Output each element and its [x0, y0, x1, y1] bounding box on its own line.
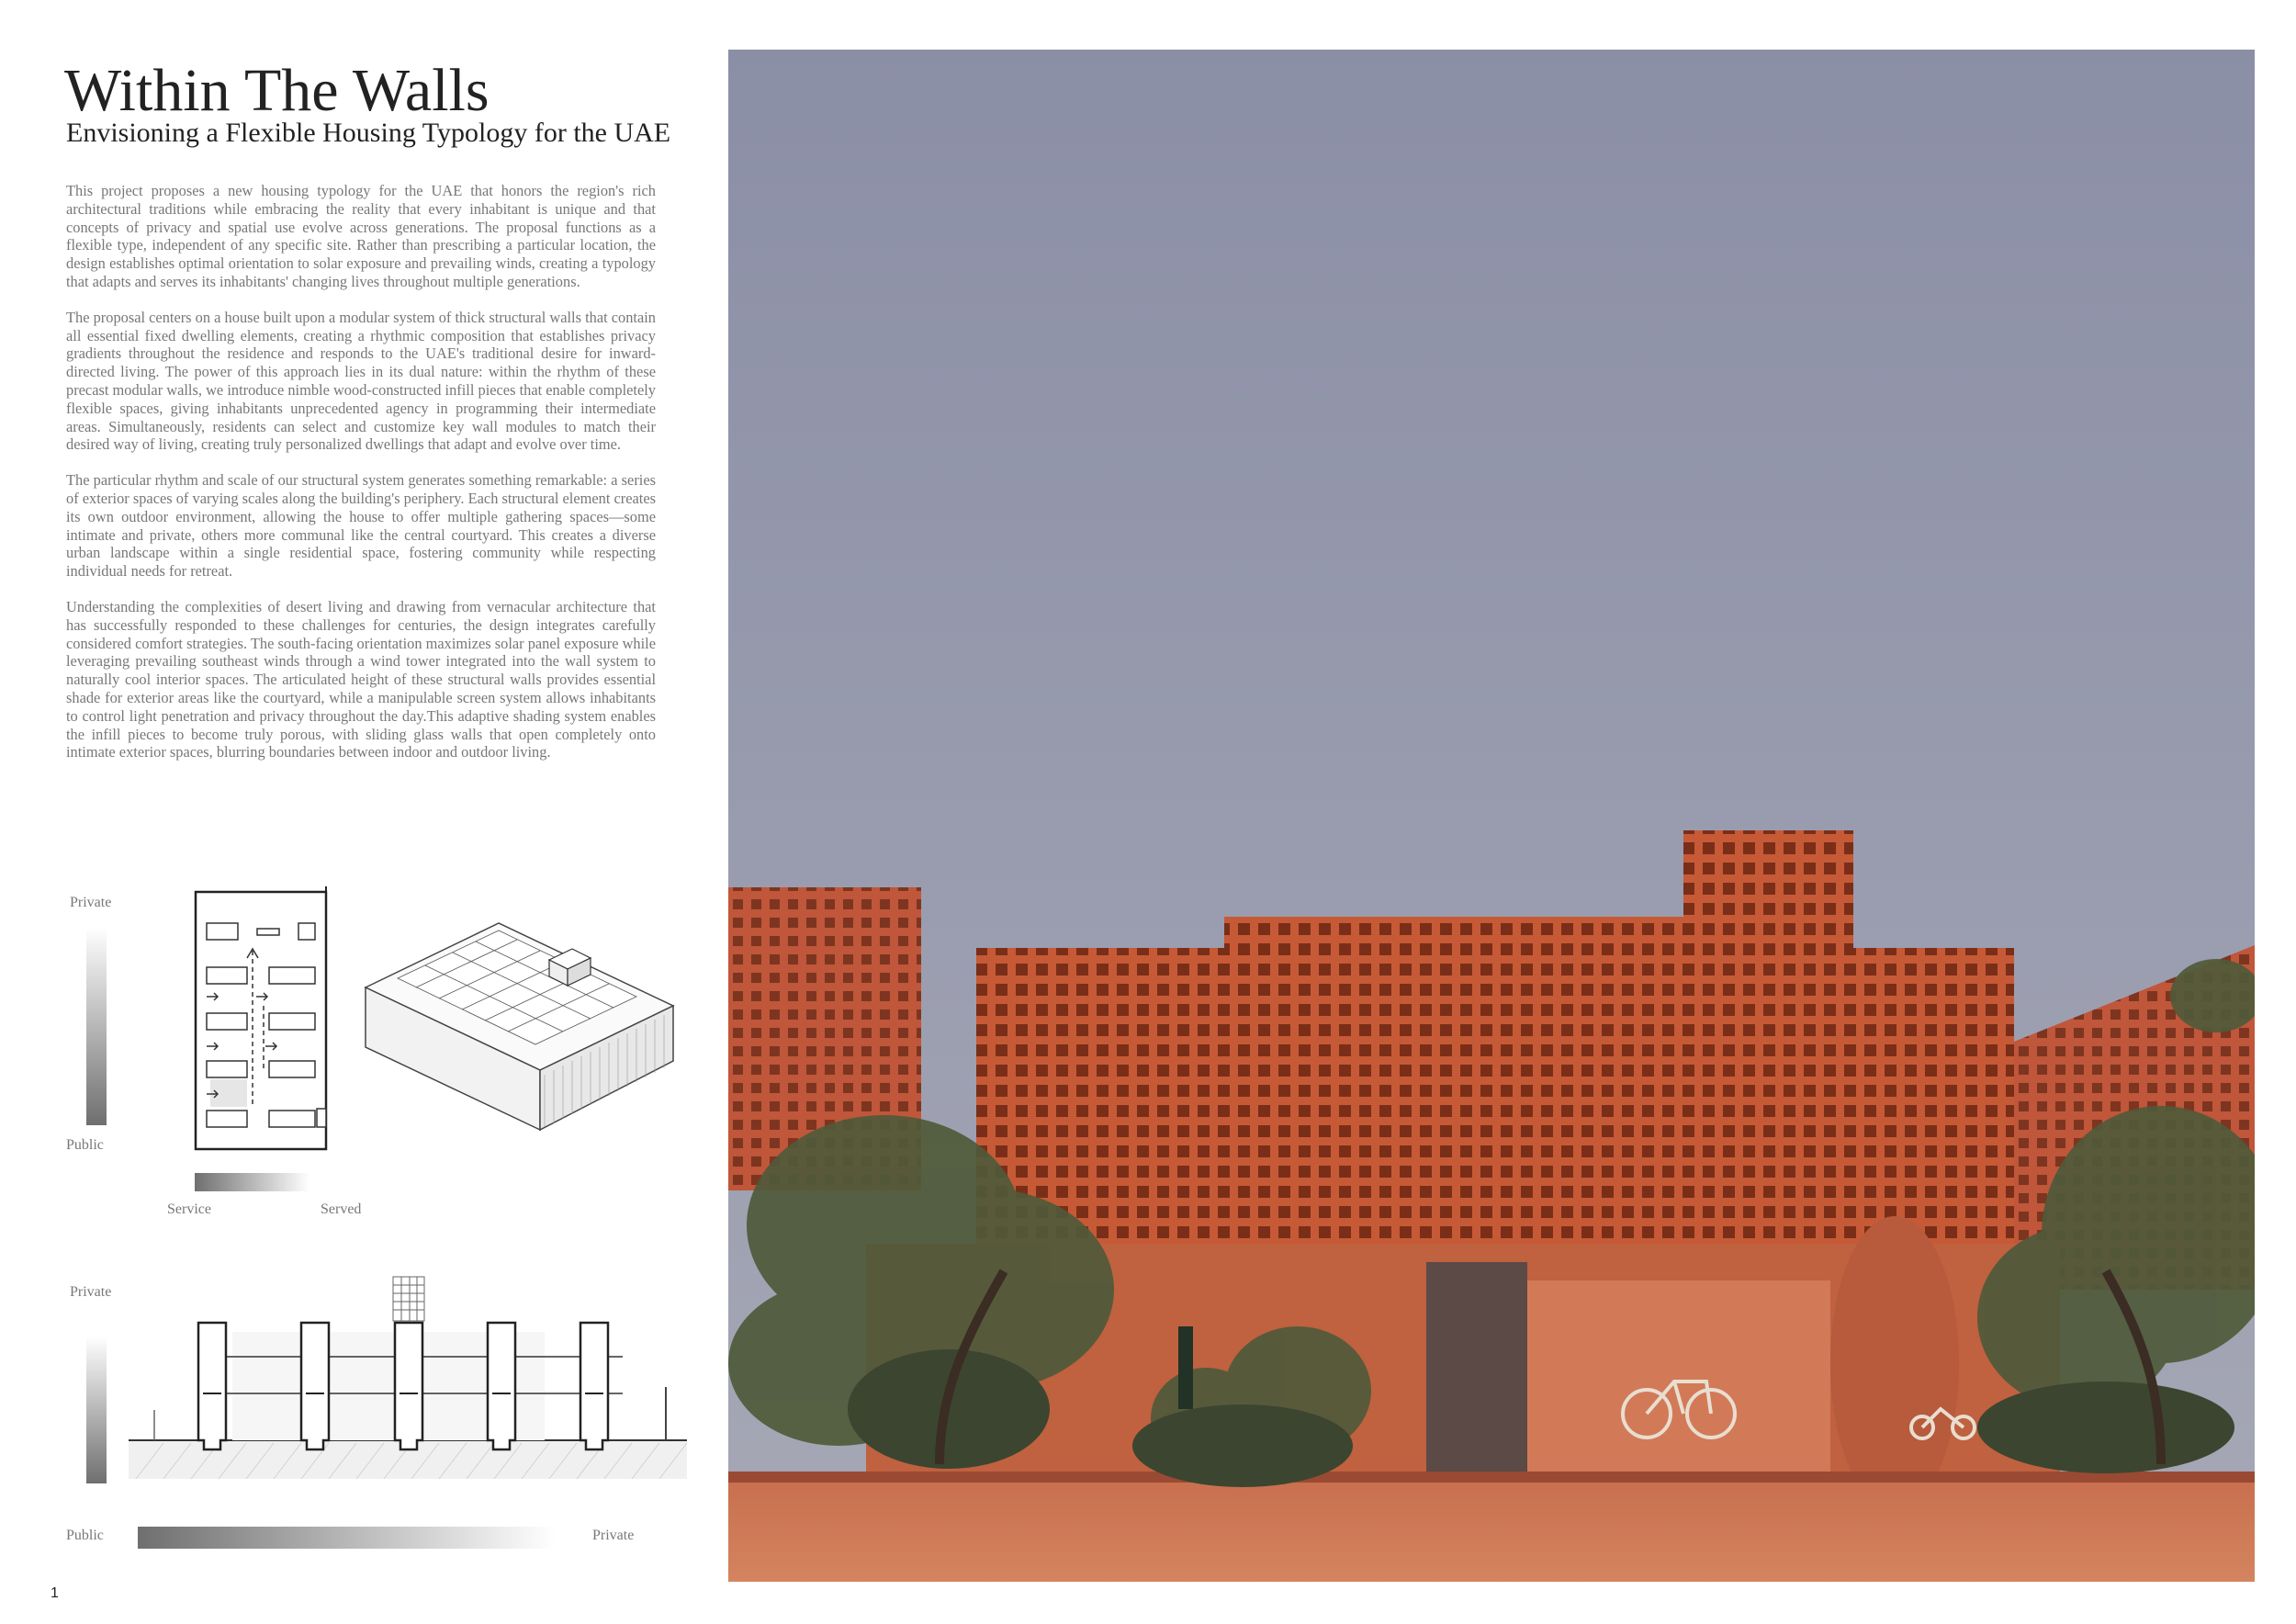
paragraph-3: The particular rhythm and scale of our structural system generates something remarkable: a series of exterior spaces of varying scales along the building's periphery. Each structural element creates its own outdoor environment, allowing the house to offer multiple gathering spaces—some intimate and private, others more communal like the central courtyard. This creates a diverse urban landscape within a single residential space, fostering community while respecting individual needs for retreat.: [66, 471, 656, 581]
privacy-scale-top-label: Private: [70, 895, 112, 910]
section-drawing: [127, 1272, 692, 1483]
section-privacy-top-label: Private: [70, 1284, 112, 1300]
served-label: Served: [321, 1201, 362, 1217]
privacy-scale-bottom-label: Public: [66, 1137, 104, 1153]
service-served-gradient-bar: [195, 1173, 310, 1191]
page-title: Within The Walls: [64, 57, 490, 124]
public-private-gradient-bar: [138, 1527, 556, 1549]
paragraph-1: This project proposes a new housing typology for the UAE that honors the region's rich architectural traditions while embracing the reality that every inhabitant is unique and that concepts of privacy and spatial use evolve across generations. The proposal functions as a flexible type, independent of any specific site. Rather than prescribing a particular location, the design establishes optimal orientation to solar exposure and prevailing winds, creating a typology that adapts and serves its inhabitants' changing lives throughout multiple generations.: [66, 182, 656, 290]
exterior-rendering: [728, 50, 2255, 1582]
service-label: Service: [167, 1201, 211, 1217]
section-privacy-gradient-bar: [86, 1336, 107, 1483]
paragraph-2: The proposal centers on a house built upon a modular system of thick structural walls that contain all essential fixed dwelling elements, creating a rhythmic composition that establishes privacy gradients throughout the residence and responds to the UAE's traditional desire for inward-directed living. The power of this approach lies in its dual nature: within the rhythm of these precast modular walls, we introduce nimble wood-constructed infill pieces that enable completely flexible spaces, giving inhabitants unprecedented agency in programming their intermediate areas. Simultaneously, residents can select and customize key wall modules to match their desired way of living, creating truly personalized dwellings that adapt and evolve over time.: [66, 308, 656, 454]
paragraph-4: Understanding the complexities of desert living and drawing from vernacular architecture that has successfully responded to these challenges for centuries, the design integrates carefully considered comfort strategies. The south-facing orientation maximizes solar panel exposure while leveraging prevailing southeast winds through a wind tower integrated into the wall system to naturally cool interior spaces. The articulated height of these structural walls provides essential shade for exterior areas like the courtyard, while a manipulable screen system allows inhabitants to control light penetration and privacy throughout the day.This adaptive shading system enables the infill pieces to become truly porous, with sliding glass walls that open completely onto intimate exterior spaces, blurring boundaries between indoor and outdoor living.: [66, 597, 656, 761]
floor-plan-drawing: [188, 886, 335, 1162]
privacy-gradient-bar: [86, 928, 107, 1125]
project-description: [66, 182, 656, 779]
section-private-label: Private: [592, 1528, 635, 1543]
page-number: 1: [51, 1585, 59, 1601]
section-public-label: Public: [66, 1528, 104, 1543]
page-subtitle: Envisioning a Flexible Housing Typology for the UAE: [66, 118, 671, 148]
axonometric-drawing: [361, 914, 678, 1139]
